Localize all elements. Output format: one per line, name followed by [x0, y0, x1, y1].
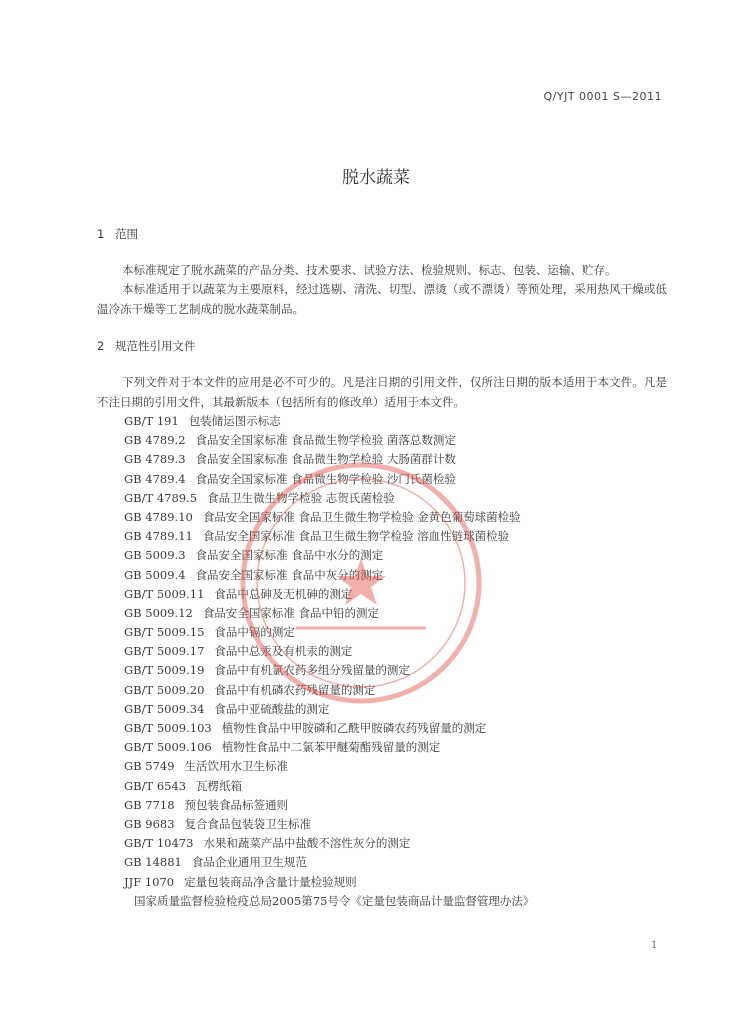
reference-title: 定量包装商品净含量计量检验规则 [184, 874, 357, 889]
reference-title: 生活饮用水卫生标准 [184, 759, 289, 774]
reference-code: GB 4789.2 [124, 433, 186, 448]
reference-title: 植物性食品中二氯苯甲醚菊酯残留量的测定 [221, 740, 441, 755]
reference-item [124, 719, 644, 738]
page-number: 1 [651, 940, 658, 951]
reference-code: GB/T 10473 [124, 836, 194, 851]
paragraph: 本标准适用于以蔬菜为主要原料，经过选剔、清洗、切型、漂烫（或不漂烫）等预处理，采用热风干燥或低温冷冻干燥等工艺制成的脱水蔬菜制品。 [97, 282, 667, 316]
reference-title: 国家质量监督检验检疫总局2005第75号令《定量包装商品计量监督管理办法》 [134, 893, 535, 908]
reference-code: GB/T 4789.5 [124, 490, 198, 505]
reference-item [124, 853, 644, 872]
reference-title: 食品安全国家标准 食品中铅的测定 [202, 605, 380, 620]
reference-title: 复合食品包装袋卫生标准 [184, 816, 312, 831]
reference-code: JJF 1070 [124, 874, 175, 889]
reference-title: 食品安全国家标准 食品微生物学检验 大肠菌群计数 [195, 452, 456, 467]
reference-title: 食品安全国家标准 食品中灰分的测定 [195, 567, 384, 582]
reference-title: 包装储运图示标志 [188, 414, 281, 428]
reference-code: GB/T 6543 [124, 778, 187, 793]
reference-code: GB 14881 [124, 855, 182, 870]
reference-code: GB 4789.10 [124, 509, 193, 524]
reference-code: GB/T 5009.103 [124, 721, 212, 735]
reference-code: GB 5009.4 [124, 567, 186, 582]
reference-title: 预包装食品标签通则 [184, 797, 289, 812]
reference-item [124, 777, 644, 796]
reference-code: GB 9683 [124, 816, 175, 831]
reference-item [124, 738, 644, 757]
reference-title: 水果和蔬菜产品中盐酸不溶性灰分的测定 [203, 836, 411, 851]
reference-code: GB 5749 [124, 759, 175, 774]
document-title: 脱水蔬菜 [342, 168, 410, 188]
reference-title: 食品卫生微生物学检验 志贺氏菌检验 [207, 490, 395, 505]
reference-item [124, 815, 644, 834]
reference-code: GB 4789.4 [124, 471, 186, 486]
reference-title: 瓦楞纸箱 [196, 778, 243, 793]
reference-code: GB/T 5009.17 [124, 644, 205, 659]
reference-code: GB 7718 [124, 797, 175, 812]
reference-title: 食品安全国家标准 食品卫生微生物学检验 金黄色葡萄球菌检验 [202, 509, 521, 524]
reference-item [124, 892, 644, 911]
reference-code: GB/T 5009.15 [124, 625, 205, 640]
reference-item [124, 431, 644, 450]
section-heading-normative-references [97, 338, 196, 354]
reference-title: 食品安全国家标准 食品微生物学检验 沙门氏菌检验 [195, 471, 456, 486]
reference-code: GB 5009.12 [124, 605, 193, 620]
reference-title: 食品中有机氯农药多组分残留量的测定 [214, 663, 410, 678]
reference-title: 食品中总汞及有机汞的测定 [214, 644, 353, 659]
reference-title: 食品中亚硫酸盐的测定 [214, 701, 330, 716]
reference-title: 食品中总砷及无机砷的测定 [214, 586, 353, 601]
reference-item [124, 834, 644, 853]
reference-title: 食品中有机磷农药残留量的测定 [214, 682, 376, 697]
reference-code: GB/T 191 [124, 414, 179, 428]
reference-code: GB/T 5009.106 [124, 740, 212, 755]
reference-item [124, 796, 644, 815]
standard-code: Q/YJT 0001 S—2011 [543, 90, 662, 103]
reference-item [124, 412, 644, 431]
reference-title: 植物性食品中甲胺磷和乙酰甲胺磷农药残留量的测定 [221, 721, 487, 735]
section-number: 2 [97, 339, 105, 353]
reference-code: GB/T 5009.19 [124, 663, 205, 678]
section-title: 规范性引用文件 [115, 339, 196, 353]
reference-title: 食品安全国家标准 食品中水分的测定 [195, 548, 384, 563]
section-number: 1 [97, 227, 105, 241]
reference-code: GB/T 5009.11 [124, 586, 205, 601]
reference-title: 食品安全国家标准 食品微生物学检验 菌落总数测定 [195, 433, 456, 448]
reference-title: 食品安全国家标准 食品卫生微生物学检验 溶血性链球菌检验 [202, 529, 510, 544]
reference-code: GB/T 5009.20 [124, 682, 205, 697]
reference-code: GB 4789.11 [124, 529, 193, 544]
section-title: 范围 [115, 227, 138, 241]
paragraph: 下列文件对于本文件的应用是必不可少的。凡是注日期的引用文件，仅所注日期的版本适用于本文件。凡是不注日期的引用文件，其最新版本（包括所有的修改单）适用于本文件。 [97, 375, 667, 409]
section-heading-scope [97, 226, 138, 242]
stamp-star-icon [336, 558, 386, 605]
reference-item [124, 873, 644, 892]
reference-code: GB 5009.3 [124, 548, 186, 563]
reference-item [124, 757, 644, 776]
paragraph: 本标准规定了脱水蔬菜的产品分类、技术要求、试验方法、检验规则、标志、包装、运输、贮存。 [122, 263, 617, 277]
reference-title: 食品中镉的测定 [214, 625, 295, 640]
registration-stamp [236, 458, 486, 708]
reference-title: 食品企业通用卫生规范 [191, 855, 307, 870]
reference-code: GB 4789.3 [124, 452, 186, 467]
reference-code: GB/T 5009.34 [124, 701, 205, 716]
